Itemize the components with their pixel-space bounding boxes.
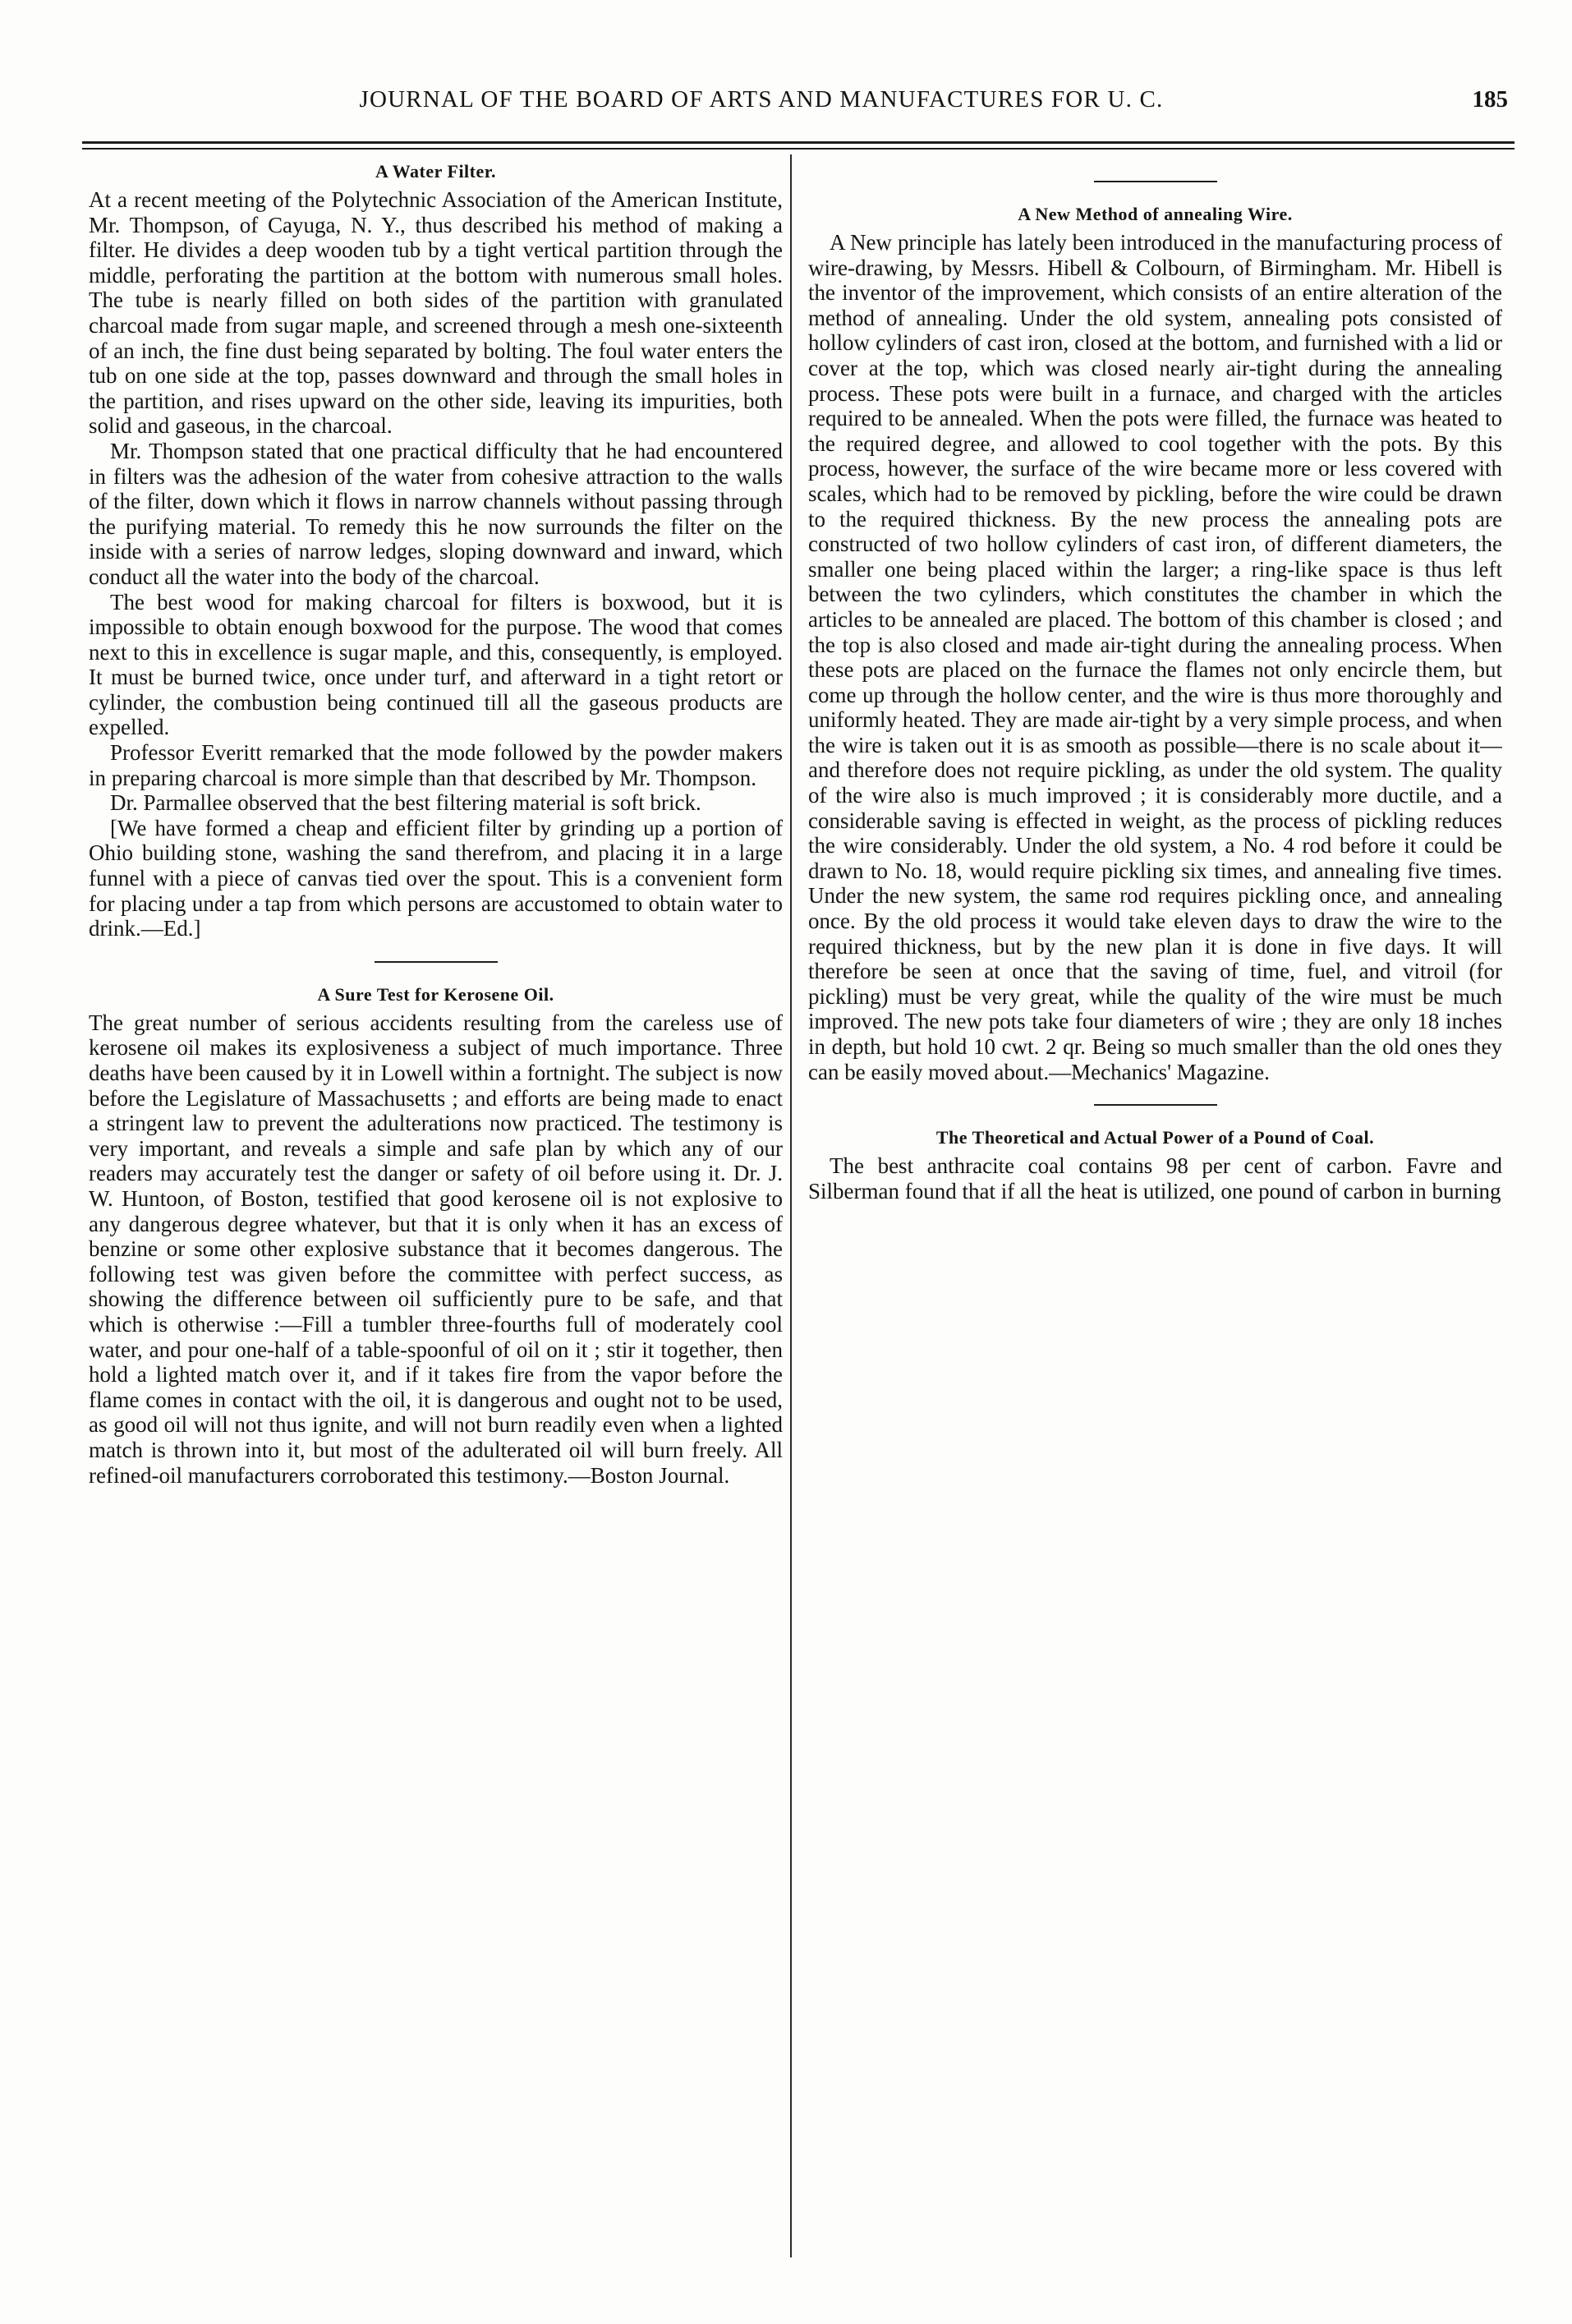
editor-note-paragraph: [We have formed a cheap and efficient filter by grinding up a portion of Ohio building stone, washing the sand therefrom, and placing it in a large funnel with a piece of canvas tied over the spout. This is a convenient form for placing under a tap from which persons are accustomed to obtain water to drink.—Ed.]: [89, 815, 783, 941]
article-title-coal-power: The Theoretical and Actual Power of a Pound of Coal.: [935, 1127, 1375, 1148]
section-divider: [1094, 181, 1217, 182]
article-title-annealing: A New Method of annealing Wire.: [1018, 204, 1293, 224]
journal-title: JOURNAL OF THE BOARD OF ARTS AND MANUFACTURES FOR U. C.: [359, 86, 1164, 113]
section-divider: [1094, 1104, 1217, 1106]
water-filter-paragraph: Dr. Parmallee observed that the best filtering material is soft brick.: [110, 790, 701, 816]
water-filter-paragraph: At a recent meeting of the Polytechnic Association of the American Institute, Mr. Thompson, of Cayuga, N. Y., thus described his method of making a filter. He divides a deep wooden tub by a tight vertical partition through the middle, perforating the partition at the bottom with numerous small holes. The tube is nearly filled on both sides of the partition with granulated charcoal made from sugar maple, and screened through a mesh one-sixteenth of an inch, the fine dust being separated by bolting. The foul water enters the tub on one side at the top, passes downward and through the small holes in the partition, and rises upward on the other side, leaving its impurities, both solid and gaseous, in the charcoal.: [89, 187, 783, 439]
water-filter-paragraph: The best wood for making charcoal for filters is boxwood, but it is impossible to obtain enough boxwood for the purpose. The wood that comes next to this in excellence is sugar maple, and this, consequently, is employed. It must be burned twice, once under turf, and afterward in a tight retort or cylinder, the combustion being continued till all the gaseous products are expelled.: [89, 589, 783, 740]
header-rule-bottom: [82, 148, 1515, 150]
water-filter-paragraph: Professor Everitt remarked that the mode followed by the powder makers in preparing charcoal is more simple than that described by Mr. Thompson.: [89, 740, 783, 790]
coal-power-paragraph: The best anthracite coal contains 98 per cent of carbon. Favre and Silberman found that if all the heat is utilized, one pound of carbon in burning: [808, 1153, 1502, 1203]
running-head: [82, 86, 1515, 127]
section-divider: [375, 961, 498, 963]
annealing-paragraph: A New principle has lately been introduced in the manufacturing process of wire-drawing, by Messrs. Hibell & Colbourn, of Birmingham. Mr. Hibell is the inventor of the improvement, which consists of an entire alteration of the method of annealing. Under the old system, annealing pots consisted of hollow cylinders of cast iron, closed at the bottom, and furnished with a lid or cover at the top, which was closed nearly air-tight during the annealing process. These pots were built in a furnace, and charged with the articles required to be annealed. When the pots were filled, the furnace was heated to the required degree, and allowed to cool together with the pots. By this process, however, the surface of the wire became more or less covered with scales, which had to be removed by pickling, before the wire could be drawn to the required thickness. By the new process the annealing pots are constructed of two hollow cylinders of cast iron, of different diameters, the smaller one being placed within the larger; a ring-like space is thus left between the two cylinders, which constitutes the chamber in which the articles to be annealed are placed. The bottom of this chamber is closed ; and the top is also closed and made air-tight during the annealing process. When these pots are placed on the furnace the flames not only encircle them, but come up through the hollow center, and the wire is thus more thoroughly and uniformly heated. They are made air-tight by a very simple process, and when the wire is taken out it is as smooth as possible—there is no scale about it—and therefore does not require pickling, as under the old system. The quality of the wire also is much improved ; it is considerably more ductile, and a considerable saving is effected in weight, as the process of pickling reduces the wire considerably. Under the old system, a No. 4 rod before it could be drawn to No. 18, would require pickling six times, and annealing five times. Under the new system, the same rod requires pickling once, and annealing once. By the old process it would take eleven days to draw the wire to the required thickness, but by the new plan it is done in five days. It will therefore be seen at once that the saving of time, fuel, and vitroil (for pickling) must be very great, while the quality of the wire must be much improved. The new pots take four diameters of wire ; they are only 18 inches in depth, but hold 10 cwt. 2 qr. Being so much smaller than the old ones they can be easily moved about.—Mechanics' Magazine.: [808, 230, 1502, 1084]
page-number: 185: [1472, 86, 1508, 113]
header-rule-top: [82, 141, 1515, 144]
right-column: [808, 161, 1502, 2272]
column-divider: [790, 154, 792, 2257]
article-title-kerosene: A Sure Test for Kerosene Oil.: [317, 983, 554, 1005]
article-title-water-filter: A Water Filter.: [375, 161, 497, 182]
water-filter-paragraph: Mr. Thompson stated that one practical difficulty that he had encountered in filters was the adhesion of the water from cohesive attraction to the walls of the filter, down which it flows in narrow channels without passing through the purifying material. To remedy this he now surrounds the filter on the inside with a series of narrow ledges, sloping downward and inward, which conduct all the water into the body of the charcoal.: [89, 438, 783, 589]
left-column: [89, 161, 783, 2272]
kerosene-paragraph: The great number of serious accidents resulting from the careless use of kerosene oil makes its explosiveness a subject of much importance. Three deaths have been caused by it in Lowell within a fortnight. The subject is now before the Legislature of Massachusetts ; and efforts are being made to enact a stringent law to prevent the adulterations now practiced. The testimony is very important, and reveals a simple and safe plan by which any of our readers may accurately test the danger or safety of oil before using it. Dr. J. W. Huntoon, of Boston, testified that good kerosene oil is not explosive to any dangerous degree whatever, but that it is only when it has an excess of benzine or some other explosive substance that it becomes dangerous. The following test was given before the committee with perfect success, as showing the difference between oil sufficiently pure to be safe, and that which is otherwise :—Fill a tumbler three-fourths full of moderately cool water, and pour one-half of a table-spoonful of oil on it ; stir it together, then hold a lighted match over it, and if it takes fire from the vapor before the flame comes in contact with the oil, it is dangerous and ought not to be used, as good oil will not thus ignite, and will not burn readily even when a lighted match is thrown into it, but most of the adulterated oil will burn freely. All refined-oil manufacturers corroborated this testimony.—Boston Journal.: [89, 1010, 783, 1488]
